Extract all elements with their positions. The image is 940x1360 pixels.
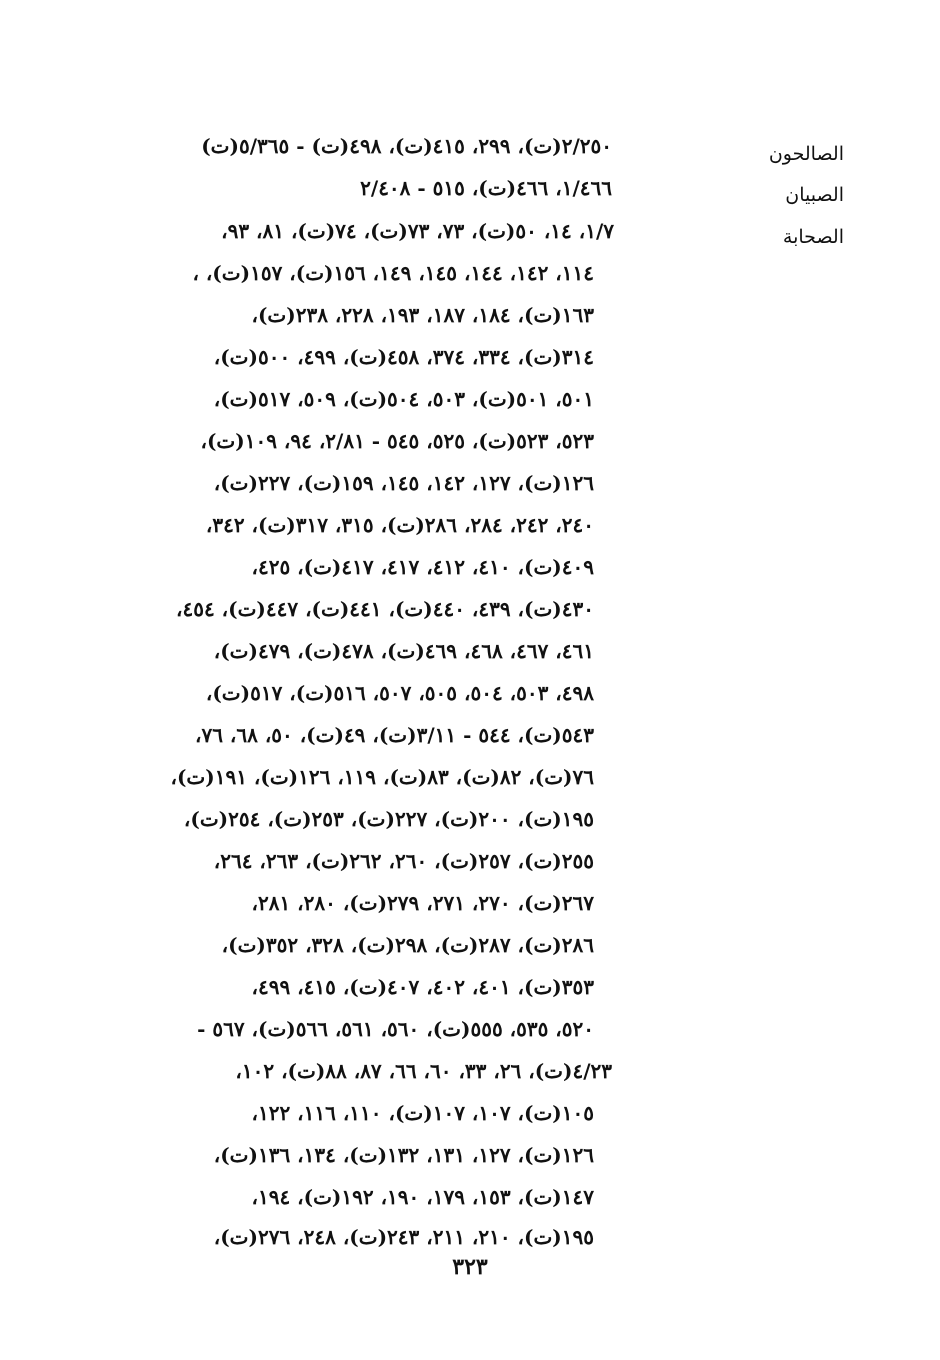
- entry-line: ١٤٧(ت)، ١٥٣، ١٧٩، ١٩٠، ١٩٢(ت)، ١٩٤،: [251, 1185, 594, 1209]
- entry-line: ٤٦١، ٤٦٧، ٤٦٨، ٤٦٩(ت)، ٤٧٨(ت)، ٤٧٩(ت)،: [213, 639, 594, 663]
- entry-line: ١٠٥(ت)، ١٠٧، ١٠٧(ت)، ١١٠، ١١٦، ١٢٢،: [251, 1101, 594, 1125]
- entry-line: ٥٠١، ٥٠١(ت)، ٥٠٣، ٥٠٤(ت)، ٥٠٩، ٥١٧(ت)،: [213, 387, 594, 411]
- entry-line: ٣١٤(ت)، ٣٣٤، ٣٧٤، ٤٥٨(ت)، ٤٩٩، ٥٠٠(ت)،: [213, 345, 594, 369]
- entry-line: ٢٤٠، ٢٤٢، ٢٨٤، ٢٨٦(ت)، ٣١٥، ٣١٧(ت)، ٣٤٢،: [205, 513, 594, 537]
- entry-line: ٣٥٣(ت)، ٤٠١، ٤٠٢، ٤٠٧(ت)، ٤١٥، ٤٩٩،: [251, 975, 594, 999]
- entry-line: ٥٤٣(ت)، ٥٤٤ - ٣/١١(ت)، ٤٩(ت)، ٥٠، ٦٨، ٧٦،: [195, 723, 594, 747]
- entry-term-sahaba: الصحابة: [782, 226, 844, 248]
- entry-line: ١٢٦(ت)، ١٢٧، ١٣١، ١٣٢(ت)، ١٣٤، ١٣٦(ت)،: [213, 1143, 594, 1167]
- entry-line: ١٢٦(ت)، ١٢٧، ١٤٢، ١٤٥، ١٥٩(ت)، ٢٢٧(ت)،: [213, 471, 594, 495]
- entry-line: ٢٨٦(ت)، ٢٨٧(ت)، ٢٩٨(ت)، ٣٢٨، ٣٥٢(ت)،: [221, 933, 594, 957]
- entry-line: ١/٧، ١٤، ٥٠(ت)، ٧٣، ٧٣(ت)، ٧٤(ت)، ٨١، ٩٣،: [221, 219, 614, 243]
- entry-line: ١٩٥(ت)، ٢١٠، ٢١١، ٢٤٣(ت)، ٢٤٨، ٢٧٦(ت)،: [213, 1225, 594, 1249]
- entry-line: ١٦٣(ت)، ١٨٤، ١٨٧، ١٩٣، ٢٢٨، ٢٣٨(ت)،: [251, 303, 594, 327]
- entry-line: ٢/٢٥٠(ت)، ٢٩٩، ٤١٥(ت)، ٤٩٨(ت) - ٥/٣٦٥(ت): [201, 134, 612, 158]
- entry-term-sibyan: الصبيان: [785, 184, 844, 206]
- entry-term-salihun: الصالحون: [768, 143, 844, 165]
- entry-line: ٤/٢٣(ت)، ٢٦، ٣٣، ٦٠، ٦٦، ٨٧، ٨٨(ت)، ١٠٢،: [235, 1059, 612, 1083]
- entry-line: ٧٦(ت)، ٨٢(ت)، ٨٣(ت)، ١١٩، ١٢٦(ت)، ١٩١(ت)،: [170, 765, 594, 789]
- entry-line: ٢٦٧(ت)، ٢٧٠، ٢٧١، ٢٧٩(ت)، ٢٨٠، ٢٨١،: [251, 891, 594, 915]
- entry-line: ٢٥٥(ت)، ٢٥٧(ت)، ٢٦٠، ٢٦٢(ت)، ٢٦٣، ٢٦٤،: [213, 849, 594, 873]
- entry-line: ١٩٥(ت)، ٢٠٠(ت)، ٢٢٧(ت)، ٢٥٣(ت)، ٢٥٤(ت)،: [183, 807, 594, 831]
- entry-line: ٤٠٩(ت)، ٤١٠، ٤١٢، ٤١٧، ٤١٧(ت)، ٤٢٥،: [251, 555, 594, 579]
- entry-line: ٤٩٨، ٥٠٣، ٥٠٤، ٥٠٥، ٥٠٧، ٥١٦(ت)، ٥١٧(ت)،: [205, 681, 594, 705]
- page-number: ٣٢٣: [452, 1254, 488, 1280]
- entry-line: ١/٤٦٦، ٤٦٦(ت)، ٥١٥ - ٢/٤٠٨: [360, 176, 612, 200]
- entry-line: ٤٣٠(ت)، ٤٣٩، ٤٤٠(ت)، ٤٤١(ت)، ٤٤٧(ت)، ٤٥٤،: [176, 597, 594, 621]
- entry-line: ١١٤، ١٤٢، ١٤٤، ١٤٥، ١٤٩، ١٥٦(ت)، ١٥٧(ت)، ،: [192, 261, 594, 285]
- entry-line: ٥٢٣، ٥٢٣(ت)، ٥٢٥، ٥٤٥ - ٢/٨١، ٩٤، ١٠٩(ت)،: [200, 429, 594, 453]
- entry-line: ٥٢٠، ٥٣٥، ٥٥٥(ت)، ٥٦٠، ٥٦١، ٥٦٦(ت)، ٥٦٧ -: [197, 1017, 594, 1041]
